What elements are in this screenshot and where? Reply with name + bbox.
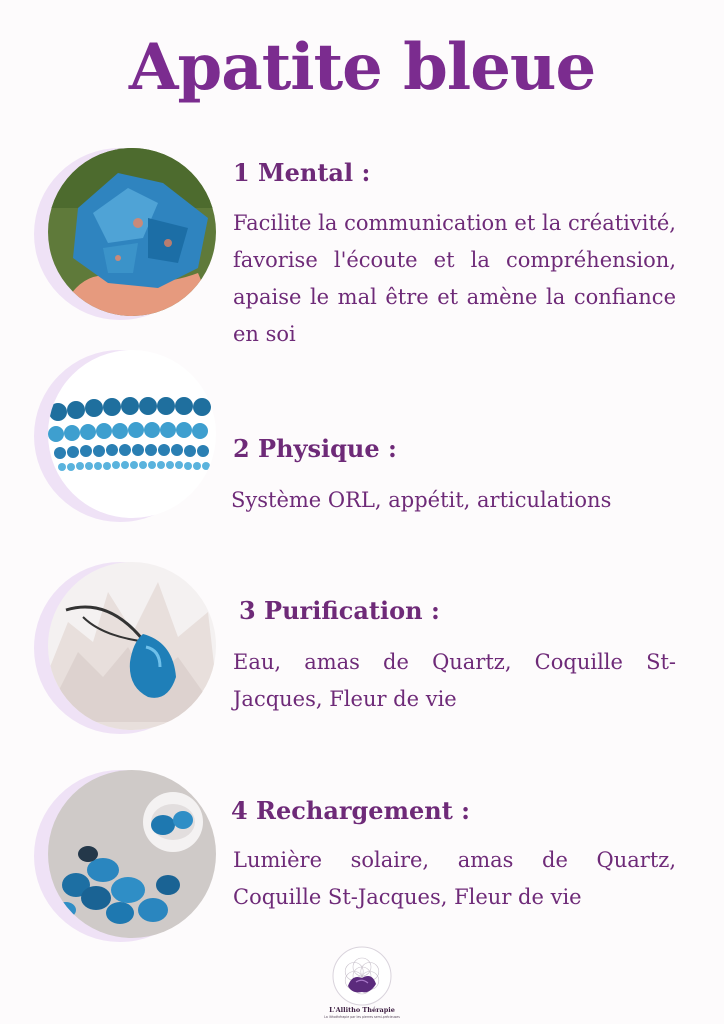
- section-text: Eau, amas de Quartz, Coquille St-Jacques, Fleur de vie: [233, 650, 676, 711]
- brand-logo: [322, 944, 402, 1024]
- section-heading: 2 Physique :: [233, 434, 397, 463]
- brand-name: L'Allitho Thérapie: [329, 1006, 395, 1014]
- section-text: Lumière solaire, amas de Quartz, Coquille St-Jacques, Fleur de vie: [233, 848, 676, 909]
- section-text: Facilite la communication et la créativité, favorise l'écoute et la compréhension, apaise le mal être et amène la confiance en soi: [233, 211, 676, 346]
- page-title: Apatite bleue: [128, 30, 596, 105]
- apatite-pendant-on-quartz-image: [48, 562, 216, 730]
- brand-tagline: La lithothérapie par les pierres semi-précieuses: [324, 1015, 400, 1019]
- raw-apatite-stone-image: [48, 148, 216, 316]
- section-heading: 1 Mental :: [233, 158, 371, 187]
- apatite-bead-strands-image: [48, 350, 216, 518]
- section-text: Système ORL, appétit, articulations: [231, 488, 612, 512]
- tumbled-apatite-stones-image: [48, 770, 216, 938]
- section-heading: 3 Purification :: [239, 596, 440, 625]
- flower-of-life-icon: [322, 944, 402, 1006]
- section-heading: 4 Rechargement :: [231, 796, 470, 825]
